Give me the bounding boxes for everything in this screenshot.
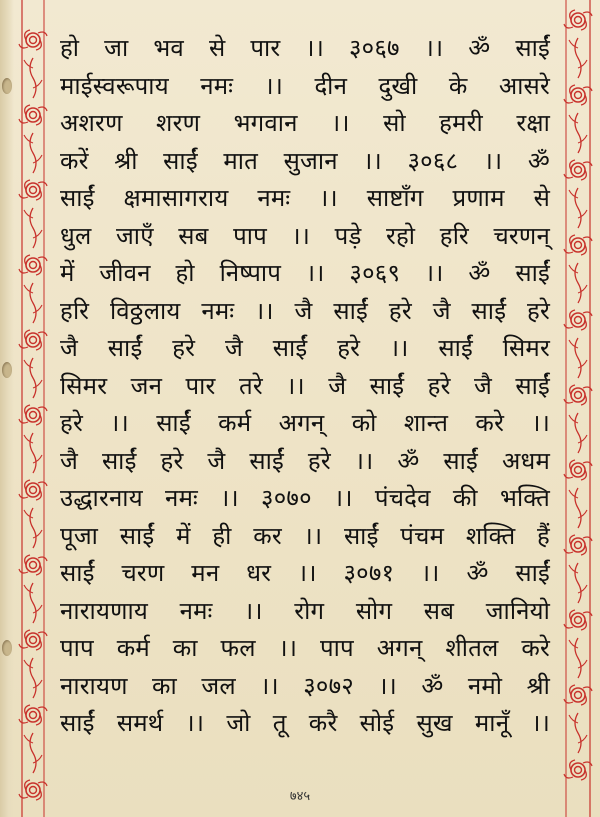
text-line: साईं क्षमासागराय नमः ।। साष्टाँग प्रणाम से (60, 184, 550, 212)
text-line: हरे ।। साईं कर्म अगन् को शान्त करे ।। (60, 409, 550, 437)
text-line: जै साईं हरे जै साईं हरे ।। ॐ साईं अधम (60, 446, 550, 475)
text-line: जै साईं हरे जै साईं हरे ।। साईं सिमर (60, 334, 550, 362)
text-line: सिमर जन पार तरे ।। जै साईं हरे जै साईं (60, 371, 550, 400)
text-line: साईं समर्थ ।। जो तू करै सोई सुख मानूँ ।। (60, 709, 550, 737)
text-line: करें श्री साईं मात सुजान ।। ३०६८ ।। ॐ (60, 146, 550, 175)
verse-text (60, 30, 550, 743)
text-line: नारायण का जल ।। ३०७२ ।। ॐ नमो श्री (60, 671, 550, 700)
text-line: उद्धारनाय नमः ।। ३०७० ।। पंचदेव की भक्ति (60, 484, 550, 512)
text-line: पूजा साईं में ही कर ।। साईं पंचम शक्ति हैं (60, 521, 550, 550)
text-line: पाप कर्म का फल ।। पाप अगन् शीतल करे (60, 634, 550, 662)
text-line: धुल जाएँ सब पाप ।। पड़े रहो हरि चरणन् (60, 221, 550, 250)
text-line: साईं चरण मन धर ।। ३०७१ ।। ॐ साईं (60, 559, 550, 587)
text-line: अशरण शरण भगवान ।। सो हमरी रक्षा (60, 109, 550, 137)
text-line: नारायणाय नमः ।। रोग सोग सब जानियो (60, 596, 550, 625)
text-line: हरि विठ्ठलाय नमः ।। जै साईं हरे जै साईं हरे (60, 296, 550, 325)
text-line: हो जा भव से पार ।। ३०६७ ।। ॐ साईं (60, 34, 550, 62)
text-line: माईस्वरूपाय नमः ।। दीन दुखी के आसरे (60, 71, 550, 100)
text-line: में जीवन हो निष्पाप ।। ३०६९ ।। ॐ साईं (60, 259, 550, 287)
page-number: ७४५ (289, 789, 311, 804)
